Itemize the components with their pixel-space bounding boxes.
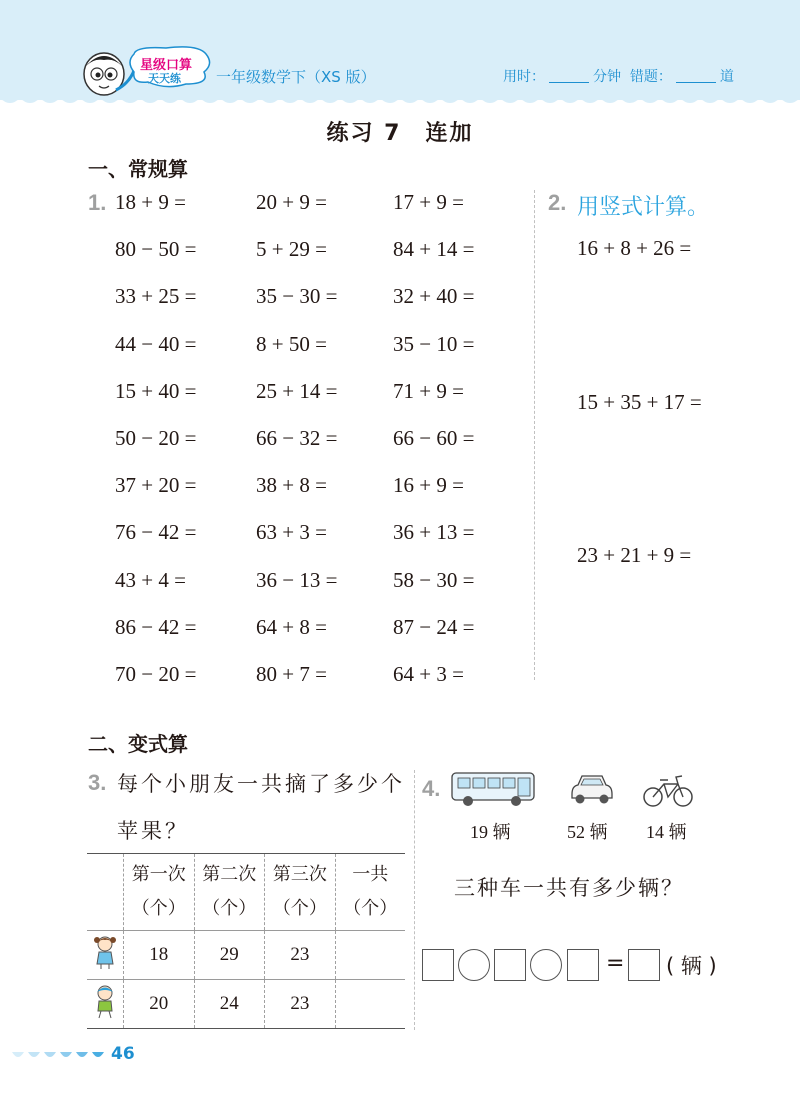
calc-item: 38 + 8 = [256, 473, 327, 498]
operator-circle-1[interactable] [458, 949, 490, 981]
table-header-row [87, 854, 405, 931]
car-count: 52 辆 [567, 822, 608, 842]
calc-item: 35 − 30 = [256, 284, 338, 309]
time-error-record [503, 66, 734, 86]
calc-item: 70 − 20 = [115, 662, 197, 686]
calc-item: 37 + 20 = [115, 473, 197, 498]
time-label: 用时： [503, 69, 545, 85]
section1-title: 一、常规算 [88, 157, 188, 181]
bicycle-count: 14 辆 [646, 822, 687, 842]
table-corner-cell [87, 854, 124, 931]
table-header-cell [265, 854, 336, 931]
table-row [87, 931, 405, 980]
calc-item: 44 − 40 = [115, 331, 197, 356]
calc-item: 15 + 40 = [115, 378, 197, 403]
bus-icon [450, 770, 536, 812]
question2-number: 2. [548, 190, 567, 215]
calc-item: 76 − 42 = [115, 520, 197, 545]
errors-blank[interactable] [676, 68, 716, 83]
result-box[interactable] [628, 949, 660, 981]
section2-title: 二、变式算 [88, 732, 188, 756]
boy-icon [87, 980, 124, 1029]
calc-item: 5 + 29 = [256, 237, 327, 262]
time-blank[interactable] [549, 68, 589, 83]
calc-item: 33 + 25 = [115, 284, 197, 309]
header-line2: （个） [131, 898, 186, 919]
question4-text: 三种车一共有多少辆？ [454, 876, 684, 900]
calc-item: 66 − 60 = [393, 426, 475, 450]
total-answer-cell[interactable] [335, 931, 405, 980]
question3-line1: 每个小朋友一共摘了多少个 [117, 772, 405, 796]
footer-decoration [10, 1048, 110, 1064]
header-line2: （个） [272, 898, 327, 919]
calc-item: 18 + 9 = [115, 190, 186, 214]
answer-box-3[interactable] [567, 949, 599, 981]
unit-label: ( 辆 ) [666, 954, 717, 978]
column-divider [534, 190, 535, 680]
question2-label: 用竖式计算。 [577, 195, 710, 220]
question1-number: 1. [88, 190, 107, 215]
calc-item: 32 + 40 = [393, 284, 475, 309]
table-cell: 18 [124, 931, 195, 980]
apple-table [87, 853, 405, 1029]
table-cell: 29 [194, 931, 265, 980]
calc-item: 80 + 7 = [256, 662, 327, 686]
question4-number: 4. [422, 776, 441, 801]
table-row [87, 980, 405, 1029]
bicycle-icon [642, 772, 694, 812]
header-line2: （个） [202, 898, 257, 919]
table-cell: 20 [124, 980, 195, 1029]
calc-item: 16 + 9 = [393, 473, 464, 498]
vertical-calc-1: 16 + 8 + 26 = [577, 236, 692, 260]
errors-label: 错题： [629, 69, 672, 85]
calc-item: 35 − 10 = [393, 331, 475, 356]
vertical-calc-2: 15 + 35 + 17 = [577, 390, 702, 414]
header-line1: 第三次 [272, 864, 327, 885]
calc-item: 50 − 20 = [115, 426, 197, 450]
calc-item: 84 + 14 = [393, 237, 475, 262]
errors-unit: 道 [719, 69, 734, 85]
car-icon [568, 772, 614, 810]
header-line1: 一共 [352, 864, 389, 885]
answer-box-1[interactable] [422, 949, 454, 981]
total-answer-cell[interactable] [335, 980, 405, 1029]
question3-line2: 苹果？ [117, 819, 189, 843]
table-header-cell [335, 854, 405, 931]
calc-item: 36 + 13 = [393, 520, 475, 545]
calc-item: 66 − 32 = [256, 426, 338, 450]
question3-number: 3. [88, 770, 107, 795]
brand-line2: 天天练 [148, 72, 181, 85]
calc-item: 58 − 30 = [393, 567, 475, 592]
equals-sign: = [606, 951, 625, 976]
table-header-cell [194, 854, 265, 931]
calc-item: 71 + 9 = [393, 378, 464, 403]
answer-box-2[interactable] [494, 949, 526, 981]
section2-divider [414, 770, 415, 1030]
brand-logo [76, 42, 216, 102]
calc-item: 63 + 3 = [256, 520, 327, 545]
calc-item: 20 + 9 = [256, 190, 327, 214]
table-header-cell [124, 854, 195, 931]
book-title: 一年级数学下（XS 版） [216, 68, 376, 86]
calc-item: 87 − 24 = [393, 614, 475, 639]
time-unit: 分钟 [593, 69, 621, 85]
calc-item: 80 − 50 = [115, 237, 197, 262]
calc-item: 17 + 9 = [393, 190, 464, 214]
page-number: 46 [111, 1044, 135, 1064]
table-cell: 24 [194, 980, 265, 1029]
header-line2: （个） [343, 898, 398, 919]
header-line1: 第一次 [131, 864, 186, 885]
header-line1: 第二次 [202, 864, 257, 885]
calc-item: 64 + 8 = [256, 614, 327, 639]
calc-item: 36 − 13 = [256, 567, 338, 592]
calc-item: 43 + 4 = [115, 567, 186, 592]
table-cell: 23 [265, 931, 336, 980]
calc-item: 8 + 50 = [256, 331, 327, 356]
calc-item: 64 + 3 = [393, 662, 464, 686]
calc-item: 25 + 14 = [256, 378, 338, 403]
operator-circle-2[interactable] [530, 949, 562, 981]
bus-count: 19 辆 [470, 822, 511, 842]
calc-item: 86 − 42 = [115, 614, 197, 639]
girl-icon [87, 931, 124, 980]
table-cell: 23 [265, 980, 336, 1029]
brand-line1: 星级口算 [140, 58, 193, 73]
vertical-calc-3: 23 + 21 + 9 = [577, 543, 692, 567]
page-title: 练习 7 连加 [326, 121, 474, 146]
